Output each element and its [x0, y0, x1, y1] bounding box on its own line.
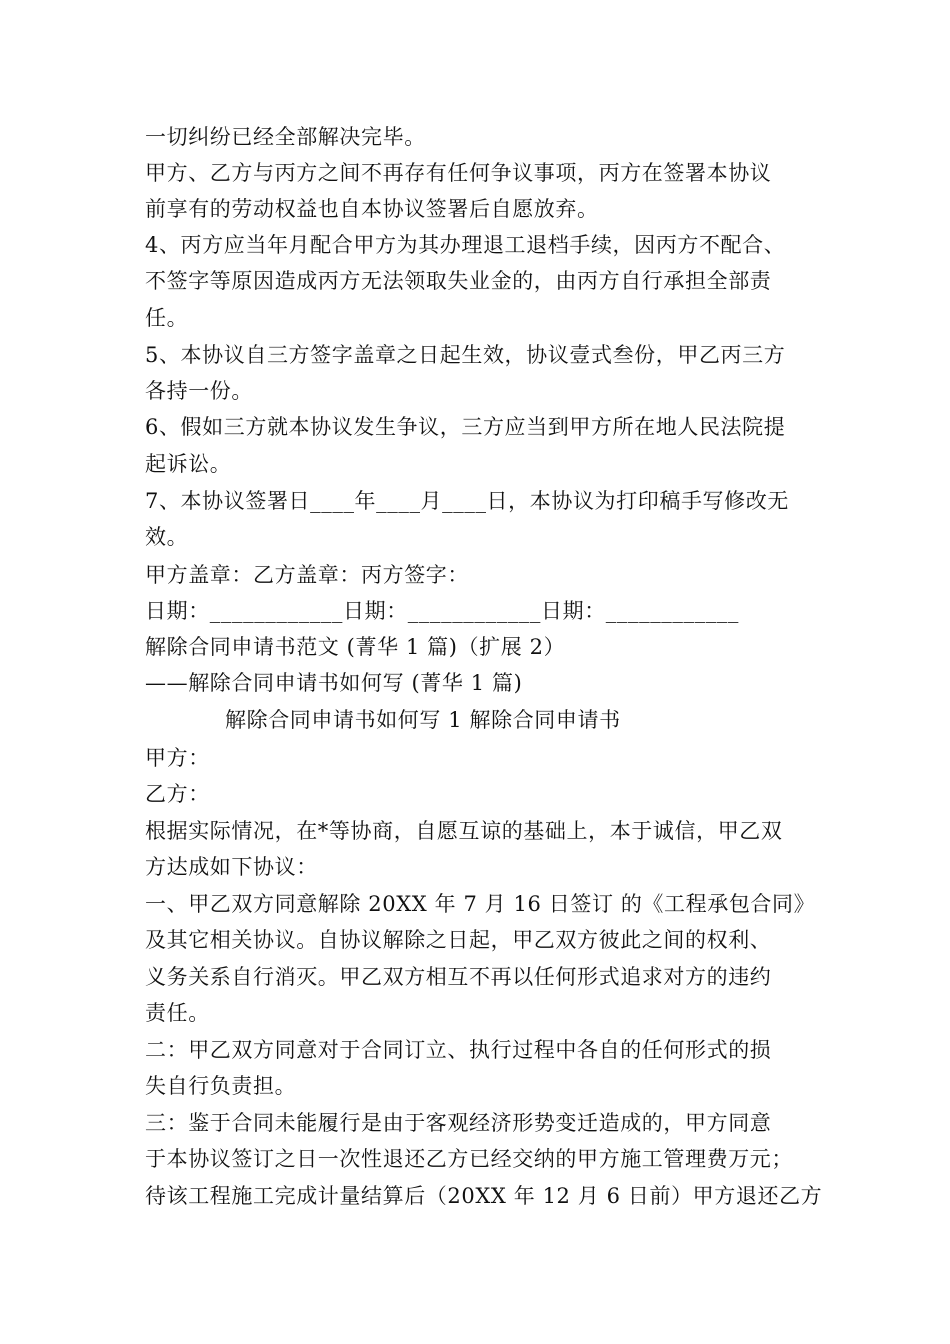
text-line: 一、甲乙双方同意解除 20XX 年 7 月 16 日签订 的《工程承包合同》	[145, 892, 816, 916]
text-line: 待该工程施工完成计量结算后（20XX 年 12 月 6 日前）甲方退还乙方	[145, 1184, 823, 1208]
text-line: 5、本协议自三方签字盖章之日起生效，协议壹式叁份，甲乙丙三方	[145, 343, 786, 367]
party-a-label: 甲方：	[145, 746, 210, 770]
text-line: 责任。	[145, 1001, 210, 1025]
text-line: 前享有的劳动权益也自本协议签署后自愿放弃。	[145, 197, 599, 221]
text-line: 起诉讼。	[145, 452, 232, 476]
text-line: 根据实际情况，在*等协商，自愿互谅的基础上，本于诚信，甲乙双	[145, 819, 783, 843]
signature-labels: 甲方盖章：乙方盖章：丙方签字：	[145, 563, 469, 587]
text-line: 于本协议签订之日一次性退还乙方已经交纳的甲方施工管理费万元；	[145, 1147, 793, 1171]
party-b-label: 乙方：	[145, 782, 210, 806]
text-line: 一切纠纷已经全部解决完毕。	[145, 125, 426, 149]
text-line: 及其它相关协议。自协议解除之日起，甲乙双方彼此之间的权利、	[145, 928, 772, 952]
text-line: 6、假如三方就本协议发生争议，三方应当到甲方所在地人民法院提	[145, 415, 786, 439]
text-line: 不签字等原因造成丙方无法领取失业金的，由丙方自行承担全部责	[145, 269, 772, 293]
section-heading: 解除合同申请书范文 (菁华 1 篇)（扩展 2）	[145, 635, 566, 659]
text-line: 失自行负责担。	[145, 1074, 297, 1098]
text-line: 义务关系自行消灭。甲乙双方相互不再以任何形式追求对方的违约	[145, 965, 772, 989]
document-title: 解除合同申请书如何写 1 解除合同申请书	[225, 708, 621, 732]
date-line: 日期：____________日期：____________日期：____________	[145, 599, 739, 623]
text-line: 二：甲乙双方同意对于合同订立、执行过程中各自的任何形式的损	[145, 1038, 772, 1062]
text-line: 效。	[145, 525, 189, 549]
text-line: 三：鉴于合同未能履行是由于客观经济形势变迁造成的，甲方同意	[145, 1111, 772, 1135]
text-line: 任。	[145, 306, 189, 330]
text-line: 方达成如下协议：	[145, 855, 318, 879]
text-line: 7、本协议签署日____年____月____日，本协议为打印稿手写修改无	[145, 489, 789, 513]
text-line: 各持一份。	[145, 379, 253, 403]
text-line: 甲方、乙方与丙方之间不再存有任何争议事项，丙方在签署本协议	[145, 161, 772, 185]
text-line: 4、丙方应当年月配合甲方为其办理退工退档手续，因丙方不配合、	[145, 233, 786, 257]
section-subheading: ——解除合同申请书如何写 (菁华 1 篇)	[145, 671, 523, 695]
